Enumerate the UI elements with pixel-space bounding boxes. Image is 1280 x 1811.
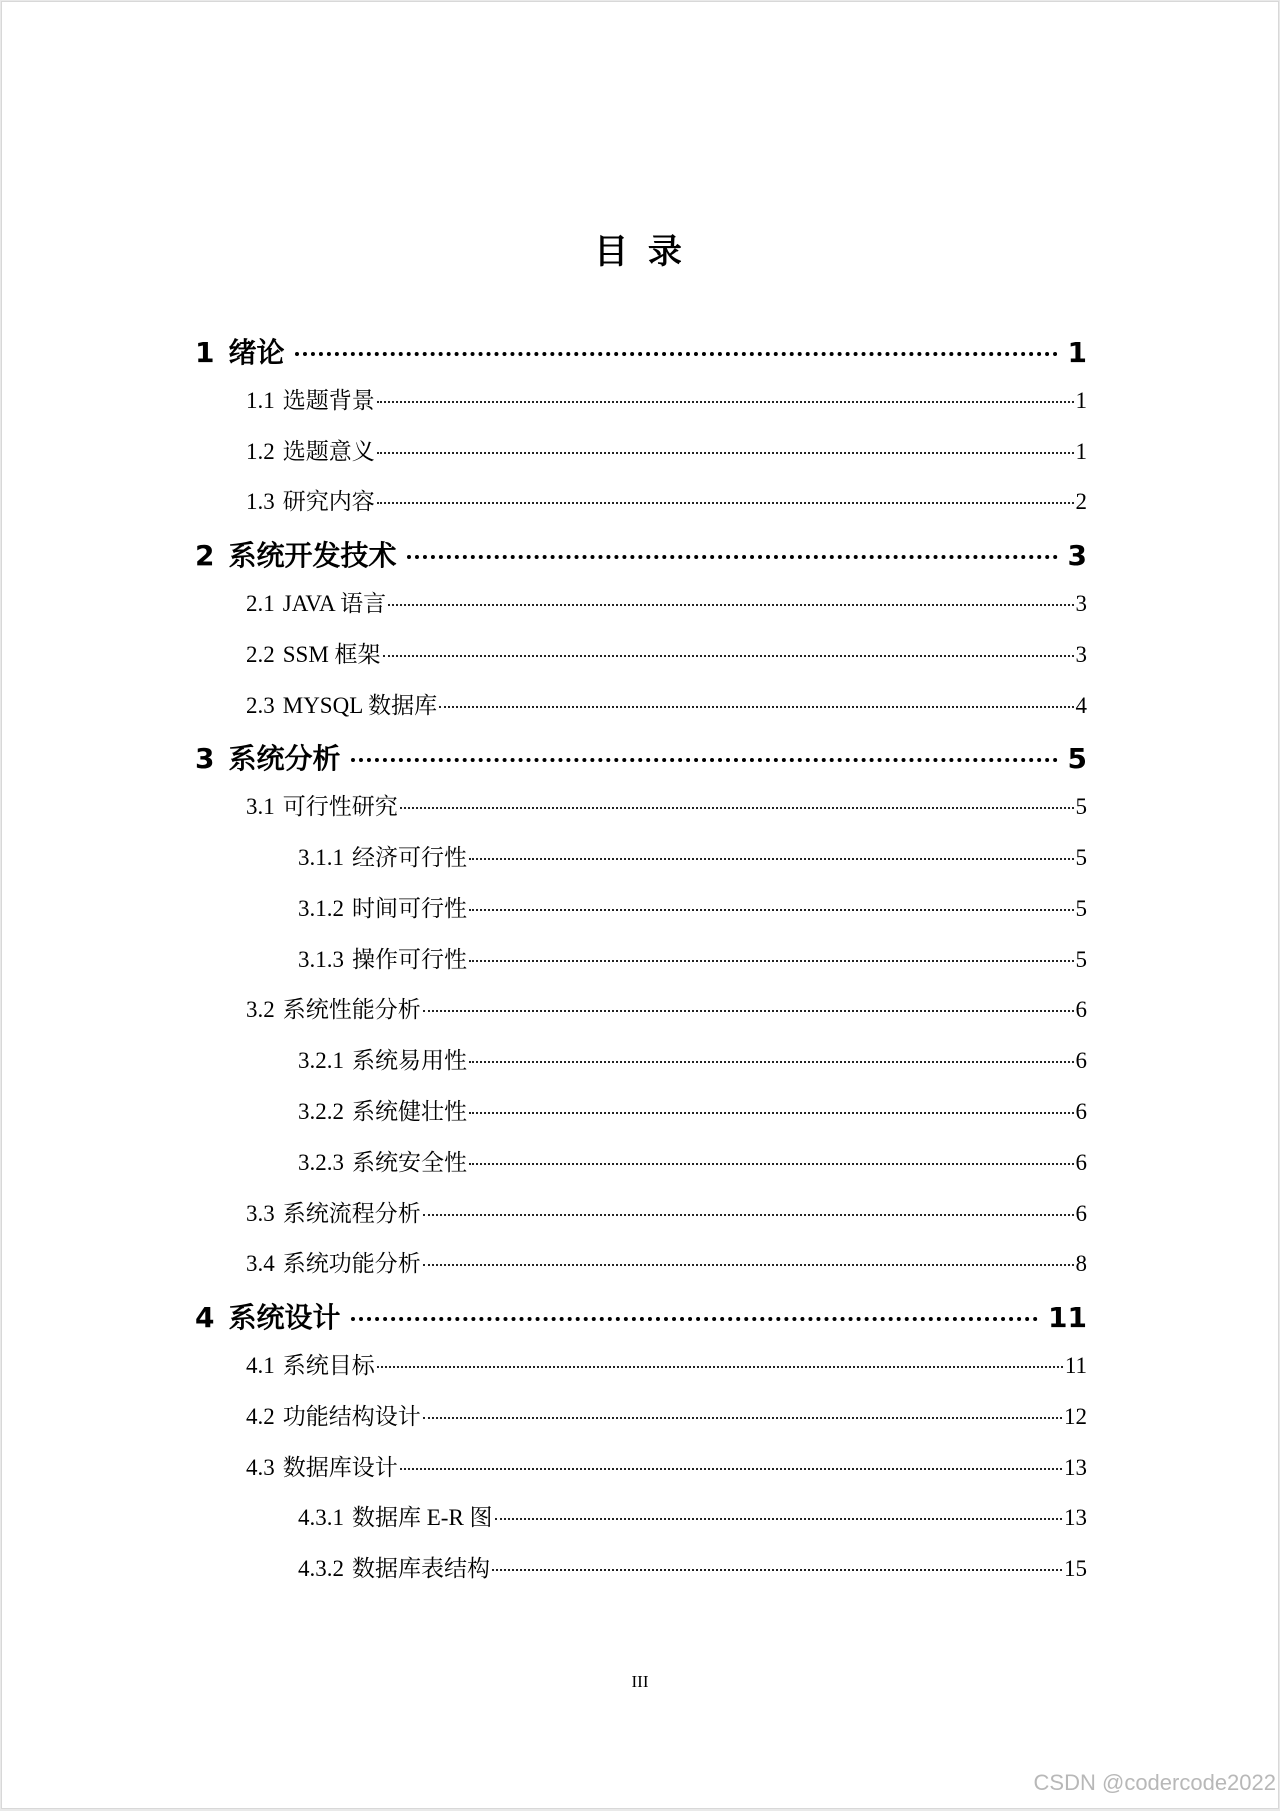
toc-entry-number: 4.2: [246, 1403, 275, 1429]
toc-entry-number: 2.1: [246, 591, 275, 616]
dot-leader: [469, 909, 1074, 911]
toc-entry[interactable]: [246, 585, 1087, 618]
dot-leader: [351, 1317, 1039, 1321]
toc-entry-title: 数据库设计: [282, 1454, 398, 1480]
toc-entry-page: 13: [1064, 1505, 1087, 1531]
toc-entry-title: 研究内容: [282, 489, 375, 515]
toc-entry-number: 4.3: [246, 1454, 275, 1480]
toc-entry[interactable]: [246, 1195, 1087, 1228]
toc-entry-number: 3.2.2: [298, 1099, 344, 1124]
toc-entry-page: 15: [1064, 1556, 1087, 1582]
toc-entry-number: 4: [195, 1301, 215, 1335]
toc-entry[interactable]: [246, 788, 1087, 821]
toc-entry-page: 4: [1075, 692, 1087, 718]
dot-leader: [351, 758, 1058, 762]
toc-entry[interactable]: [246, 483, 1087, 516]
toc-entry-number: 1: [195, 336, 215, 369]
dot-leader: [295, 352, 1058, 356]
toc-entry[interactable]: [298, 1550, 1087, 1583]
toc-entry-number: 3: [195, 742, 215, 776]
dot-leader: [439, 706, 1073, 708]
dot-leader: [423, 1010, 1074, 1012]
toc-entry-number: 3.3: [246, 1200, 275, 1226]
toc-entry-page: 12: [1064, 1403, 1087, 1429]
toc-entry-title: 系统健壮性: [352, 1099, 467, 1124]
toc-entry-page: 3: [1067, 539, 1087, 573]
dot-leader: [377, 502, 1074, 504]
toc-entry-page: 2: [1075, 489, 1087, 515]
dot-leader: [377, 401, 1074, 403]
toc-entry[interactable]: [246, 1347, 1087, 1380]
toc-entry-title: 数据库 E-R 图: [352, 1505, 493, 1531]
toc-entry-number: 3.2.1: [298, 1048, 344, 1074]
toc-entry-page: 6: [1075, 1149, 1087, 1175]
toc-entry-title: 系统易用性: [352, 1048, 467, 1074]
dot-leader: [423, 1264, 1074, 1266]
toc-entry-page: 11: [1064, 1353, 1087, 1378]
toc-entry[interactable]: [195, 534, 1087, 574]
toc-entry-number: 2.3: [246, 692, 275, 718]
toc-entry-title: 选题意义: [282, 438, 375, 464]
toc-entry[interactable]: [195, 331, 1087, 371]
page-number-footer: III: [631, 1672, 649, 1691]
toc-entry[interactable]: [246, 433, 1087, 466]
toc-entry-number: 3.1: [246, 794, 275, 820]
toc-entry-title: 系统开发技术: [228, 539, 397, 573]
document-page: [1, 1, 1279, 1809]
toc-entry-page: 8: [1075, 1251, 1087, 1277]
toc-entry-number: 1.1: [246, 387, 275, 413]
toc-entry-title: MYSQL 数据库: [282, 692, 438, 718]
toc-entry[interactable]: [298, 941, 1087, 974]
toc-entry-title: 时间可行性: [352, 895, 467, 921]
toc-entry-page: 5: [1075, 946, 1087, 972]
toc-entry-number: 3.1.2: [298, 895, 344, 921]
toc-entry-page: 1: [1075, 387, 1087, 413]
toc-entry-page: 5: [1075, 794, 1087, 820]
toc-entry[interactable]: [246, 687, 1087, 720]
dot-leader: [407, 555, 1058, 559]
dot-leader: [469, 1163, 1074, 1165]
toc-entry-title: SSM 框架: [282, 641, 381, 667]
toc-entry-title: 系统分析: [228, 742, 341, 776]
toc-entry-number: 4.3.2: [298, 1556, 344, 1582]
toc-entry-title: 绪论: [228, 336, 285, 369]
toc-entry-title: 经济可行性: [352, 845, 467, 870]
toc-entry[interactable]: [298, 1042, 1087, 1075]
toc-entry-title: 系统功能分析: [282, 1251, 421, 1277]
toc-entry-number: 1.2: [246, 438, 275, 464]
toc-entry-title: 系统设计: [228, 1301, 341, 1335]
dot-leader: [377, 1366, 1063, 1368]
toc-entry[interactable]: [246, 991, 1087, 1024]
table-of-contents: [2, 2, 1278, 1702]
toc-entry-number: 3.1.3: [298, 946, 344, 972]
toc-entry-title: 系统目标: [282, 1353, 375, 1378]
dot-leader: [423, 1214, 1074, 1216]
toc-entry-number: 1.3: [246, 489, 275, 515]
toc-entry[interactable]: [298, 839, 1087, 872]
toc-entry-page: 6: [1075, 1200, 1087, 1226]
dot-leader: [469, 960, 1074, 962]
dot-leader: [469, 858, 1074, 860]
dot-leader: [469, 1061, 1074, 1063]
toc-entry-title: 系统流程分析: [282, 1200, 421, 1226]
toc-entry[interactable]: [246, 1449, 1087, 1482]
toc-entry-number: 2.2: [246, 641, 275, 667]
dot-leader: [469, 1112, 1074, 1114]
toc-entry-page: 6: [1075, 1048, 1087, 1074]
toc-entry[interactable]: [246, 636, 1087, 669]
toc-entry-page: 13: [1064, 1454, 1087, 1480]
toc-entry[interactable]: [298, 890, 1087, 923]
toc-entry-page: 11: [1048, 1301, 1087, 1335]
toc-title: 目 录: [594, 232, 686, 272]
toc-entry-title: 数据库表结构: [352, 1556, 490, 1582]
toc-entry-page: 3: [1075, 591, 1087, 616]
toc-entry[interactable]: [246, 382, 1087, 415]
toc-entry-title: 可行性研究: [282, 794, 398, 820]
toc-entry-page: 6: [1075, 1099, 1087, 1124]
toc-entry-page: 1: [1067, 336, 1087, 369]
toc-entry-number: 3.2: [246, 997, 275, 1023]
toc-entry-title: 系统安全性: [352, 1149, 467, 1175]
dot-leader: [388, 604, 1073, 606]
toc-entry-title: JAVA 语言: [282, 591, 387, 616]
toc-entry[interactable]: [298, 1093, 1087, 1126]
toc-entry[interactable]: [298, 1144, 1087, 1177]
toc-entry-number: 4.1: [246, 1353, 275, 1378]
toc-entry-number: 2: [195, 539, 215, 573]
toc-entry-page: 5: [1075, 895, 1087, 921]
dot-leader: [383, 655, 1074, 657]
toc-entry[interactable]: [195, 737, 1087, 777]
toc-entry[interactable]: [246, 1398, 1087, 1431]
toc-entry-title: 功能结构设计: [282, 1403, 421, 1429]
dot-leader: [492, 1569, 1062, 1571]
toc-entry-page: 6: [1075, 997, 1087, 1023]
toc-entry-number: 3.2.3: [298, 1149, 344, 1175]
toc-entry-page: 3: [1075, 641, 1087, 667]
toc-entry-number: 3.1.1: [298, 845, 344, 870]
toc-entry[interactable]: [298, 1499, 1087, 1532]
toc-entry-page: 1: [1075, 438, 1087, 464]
dot-leader: [423, 1417, 1062, 1419]
toc-entry-page: 5: [1075, 845, 1087, 870]
watermark: CSDN @codercode2022: [1033, 1770, 1276, 1795]
toc-entry-number: 4.3.1: [298, 1505, 344, 1531]
toc-entry-number: 3.4: [246, 1251, 275, 1277]
toc-entry-title: 系统性能分析: [282, 997, 421, 1023]
toc-entry-title: 选题背景: [282, 387, 375, 413]
dot-leader: [400, 1468, 1062, 1470]
toc-entry-title: 操作可行性: [352, 946, 467, 972]
toc-entry-page: 5: [1067, 742, 1087, 776]
dot-leader: [495, 1518, 1062, 1520]
dot-leader: [400, 807, 1074, 809]
dot-leader: [377, 452, 1074, 454]
toc-entry[interactable]: [195, 1296, 1087, 1336]
toc-entry[interactable]: [246, 1245, 1087, 1278]
